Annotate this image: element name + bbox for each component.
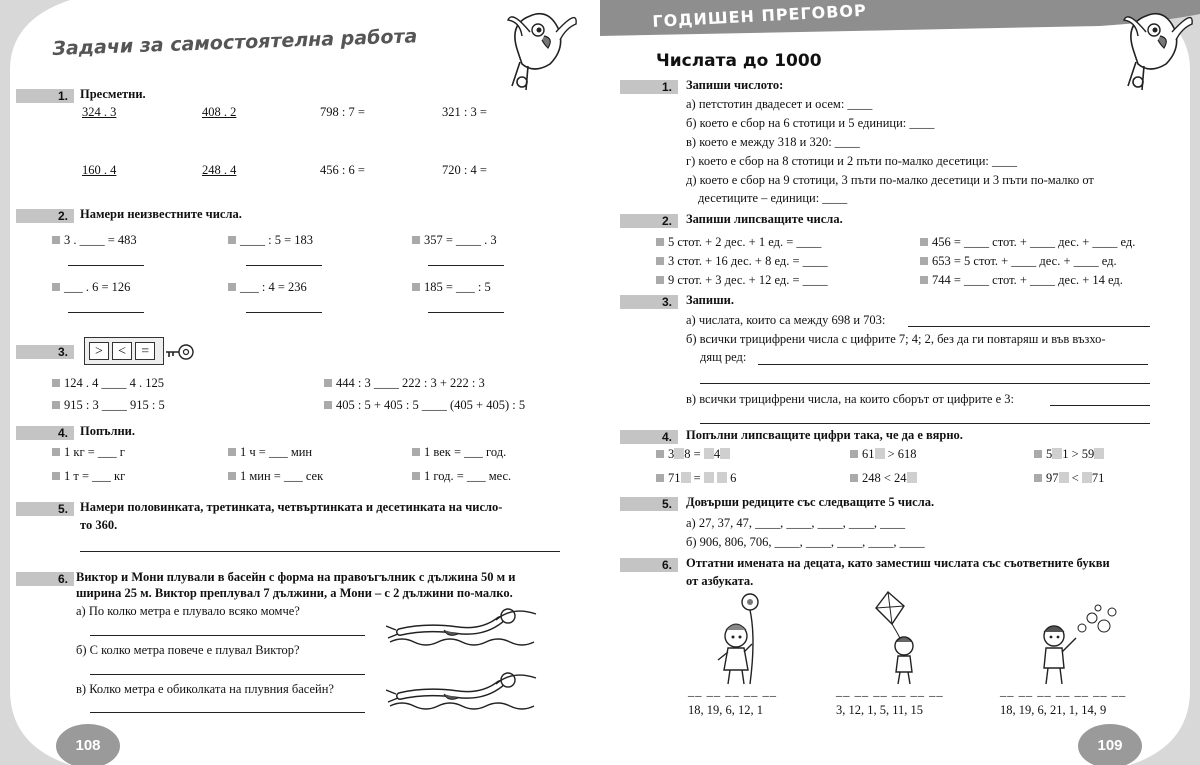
missing-digit-box[interactable] [875,448,885,459]
task-2-number: 2. [16,209,74,223]
missing-digit-box[interactable] [1059,472,1069,483]
task-5-number: 5. [620,497,678,511]
task-3-number: 3. [620,295,678,309]
bullet-icon [656,238,664,246]
task-3-item-b: б) всички трицифрени числа с цифрите 7; 4; 2, без да ги повтаряш и във възхо- [686,332,1106,346]
bullet-icon [656,450,664,458]
letter-code: 18, 19, 6, 21, 1, 14, 9 [1000,703,1107,717]
task-6-question-b: б) С колко метра повече е плувал Виктор? [76,643,300,657]
missing-digit-box[interactable] [1094,448,1104,459]
number-form-item: 653 = 5 стот. + ____ дес. + ____ ед. [920,254,1117,269]
bullet-icon [228,283,236,291]
letter-code: 3, 12, 1, 5, 11, 15 [836,703,924,717]
bullet-icon [656,257,664,265]
sequence-item-a: а) 27, 37, 47, ____, ____, ____, ____, ____ [686,516,906,530]
bullet-icon [412,472,420,480]
page-title: Числата до 1000 [656,51,822,71]
missing-digit-box[interactable] [1082,472,1092,483]
calc-item: 248 . 4 [202,163,237,177]
equal-sign: = [135,342,155,360]
task-1-item-c: в) което е между 318 и 320: ____ [686,135,860,149]
calc-item: 456 : 6 = [320,163,365,177]
calc-item: 321 : 3 = [442,105,487,119]
girl-with-flower-illustration [710,588,780,688]
task-3-item-b: дящ ред: [700,350,747,364]
missing-digit-box[interactable] [720,448,730,459]
digit-puzzle-item: 71 = 6 [656,471,736,486]
missing-digit-box[interactable] [681,472,691,483]
bullet-icon [1034,474,1042,482]
bullet-icon [52,236,60,244]
task-1-number: 1. [620,80,678,94]
greater-sign: > [89,342,109,360]
missing-digit-box[interactable] [674,448,684,459]
comparison-item: 124 . 4 ____ 4 . 125 [52,376,164,391]
task-6-question-c: в) Колко метра е обиколката на плувния басейн? [76,682,334,696]
answer-line[interactable] [246,265,322,266]
answer-line[interactable] [246,312,322,313]
answer-line[interactable] [908,326,1150,327]
task-4-heading: Попълни. [80,424,136,438]
bullet-icon [656,276,664,284]
equation-item: ___ : 4 = 236 [228,280,307,295]
answer-line[interactable] [758,364,1148,365]
equation-item: ____ : 5 = 183 [228,233,313,248]
child-with-bubbles-illustration [1032,598,1122,688]
number-form-item: 3 стот. + 16 дес. + 8 ед. = ____ [656,254,828,269]
task-1-item-a: а) петстотин двадесет и осем: ____ [686,97,873,111]
task-1-item-d: г) което е сбор на 8 стотици и 2 пъти по-малко десетици: ____ [686,154,1018,168]
digit-puzzle-item: 248 < 24 [850,471,917,486]
task-4-number: 4. [620,430,678,444]
unit-item: 1 год. = ___ мес. [412,469,511,484]
task-3-number: 3. [16,345,74,359]
bullet-icon [412,448,420,456]
digit-puzzle-item: 3 8 = 4 [656,447,730,462]
bullet-icon [228,472,236,480]
answer-line[interactable] [1050,405,1150,406]
task-3-item-c: в) всички трицифрени числа, на които сборът от цифрите е 3: [686,392,1014,406]
unit-item: 1 кг = ___ г [52,445,125,460]
sequence-item-b: б) 906, 806, 706, ____, ____, ____, ____, ____ [686,535,925,549]
number-form-item: 456 = ____ стот. + ____ дес. + ____ ед. [920,235,1135,250]
equation-item: 185 = ___ : 5 [412,280,491,295]
unit-item: 1 век = ___ год. [412,445,506,460]
comparison-item: 915 : 3 ____ 915 : 5 [52,398,165,413]
equation-item: ___ . 6 = 126 [52,280,130,295]
task-4-heading: Попълни липсващите цифри така, че да е вярно. [686,428,963,442]
bullet-icon [52,379,60,387]
bullet-icon [228,236,236,244]
boy-with-kite-illustration [868,588,938,688]
answer-line[interactable] [428,265,504,266]
number-form-item: 5 стот. + 2 дес. + 1 ед. = ____ [656,235,821,250]
calc-item: 408 . 2 [202,105,237,119]
task-2-heading: Намери неизвестните числа. [80,207,242,221]
bullet-icon [52,472,60,480]
bullet-icon [52,283,60,291]
banner-title: ГОДИШЕН ПРЕГОВОР [652,0,868,31]
equation-item: 357 = ____ . 3 [412,233,497,248]
task-2-number: 2. [620,214,678,228]
bullet-icon [920,276,928,284]
number-form-item: 744 = ____ стот. + ____ дес. + 14 ед. [920,273,1123,288]
task-1-item-e: д) което е сбор на 9 стотици, 3 пъти по-малко десетици и 3 пъти по-малко от [686,173,1094,187]
task-4-number: 4. [16,426,74,440]
name-blanks[interactable]: __ __ __ __ __ [688,684,777,698]
task-1-heading: Пресметни. [80,87,146,101]
bullet-icon [324,401,332,409]
answer-line[interactable] [68,265,144,266]
missing-digit-box[interactable] [717,472,727,483]
answer-line[interactable] [428,312,504,313]
unit-item: 1 мин = ___ сек [228,469,323,484]
page-number: 109 [1078,724,1142,765]
bullet-icon [412,236,420,244]
bullet-icon [52,401,60,409]
task-5-text: Намери половинката, третинката, четвъртинката и десетинката на число- [80,500,503,514]
task-6-text: Отгатни имената на децата, като заместиш числата със съответните букви [686,556,1110,570]
missing-digit-box[interactable] [907,472,917,483]
swimmer-illustration [386,664,546,719]
comparison-signs-box [84,337,164,365]
equation-item: 3 . ____ = 483 [52,233,137,248]
key-icon [164,341,196,363]
parrot-illustration [1116,2,1196,92]
bullet-icon [920,238,928,246]
answer-line[interactable] [68,312,144,313]
bullet-icon [850,450,858,458]
task-1-number: 1. [16,89,74,103]
task-1-item-e: десетиците – единици: ____ [698,191,848,205]
calc-item: 798 : 7 = [320,105,365,119]
right-page [600,0,1200,765]
bullet-icon [228,448,236,456]
digit-puzzle-item: 61 > 618 [850,447,917,462]
answer-line[interactable] [90,712,365,713]
number-form-item: 9 стот. + 3 дес. + 12 ед. = ____ [656,273,828,288]
task-5-number: 5. [16,502,74,516]
digit-puzzle-item: 5 1 > 59 [1034,447,1104,462]
comparison-item: 405 : 5 + 405 : 5 ____ (405 + 405) : 5 [324,398,525,413]
page-number: 108 [56,724,120,765]
calc-item: 160 . 4 [82,163,117,177]
task-5-heading: Довърши редиците със следващите 5 числа. [686,495,935,509]
bullet-icon [324,379,332,387]
answer-line[interactable] [700,423,1150,424]
bullet-icon [656,474,664,482]
answer-line[interactable] [90,635,365,636]
task-1-heading: Запиши числото: [686,78,784,92]
answer-line[interactable] [80,551,560,552]
page-title: Задачи за самостоятелна работа [52,25,418,60]
less-sign: < [112,342,132,360]
parrot-illustration [500,2,580,92]
task-6-number: 6. [620,558,678,572]
bullet-icon [1034,450,1042,458]
missing-digit-box[interactable] [1052,448,1062,459]
bullet-icon [850,474,858,482]
task-5-text: то 360. [80,518,118,532]
task-6-question-a: а) По колко метра е плувало всяко момче? [76,604,300,618]
task-2-heading: Запиши липсващите числа. [686,212,843,226]
bullet-icon [920,257,928,265]
task-6-text: Виктор и Мони плували в басейн с форма на правоъгълник с дължина 50 м и [76,570,516,584]
swimmer-illustration [386,600,546,655]
answer-line[interactable] [700,383,1150,384]
answer-line[interactable] [90,674,365,675]
name-blanks[interactable]: __ __ __ __ __ __ [836,684,944,698]
unit-item: 1 ч = ___ мин [228,445,312,460]
task-3-item-a: а) числата, които са между 698 и 703: [686,313,886,327]
bullet-icon [412,283,420,291]
task-6-number: 6. [16,572,74,586]
missing-digit-box[interactable] [704,448,714,459]
name-blanks[interactable]: __ __ __ __ __ __ __ [1000,684,1127,698]
missing-digit-box[interactable] [704,472,714,483]
calc-item: 720 : 4 = [442,163,487,177]
task-6-text: ширина 25 м. Виктор преплувал 7 дължини, а Мони – с 2 дължини по-малко. [76,586,513,600]
task-3-heading: Запиши. [686,293,734,307]
unit-item: 1 т = ___ кг [52,469,125,484]
digit-puzzle-item: 97 < 71 [1034,471,1104,486]
task-1-item-b: б) което е сбор на 6 стотици и 5 единици: ____ [686,116,935,130]
bullet-icon [52,448,60,456]
letter-code: 18, 19, 6, 12, 1 [688,703,763,717]
task-6-text: от азбуката. [686,574,754,588]
comparison-item: 444 : 3 ____ 222 : 3 + 222 : 3 [324,376,485,391]
calc-item: 324 . 3 [82,105,117,119]
